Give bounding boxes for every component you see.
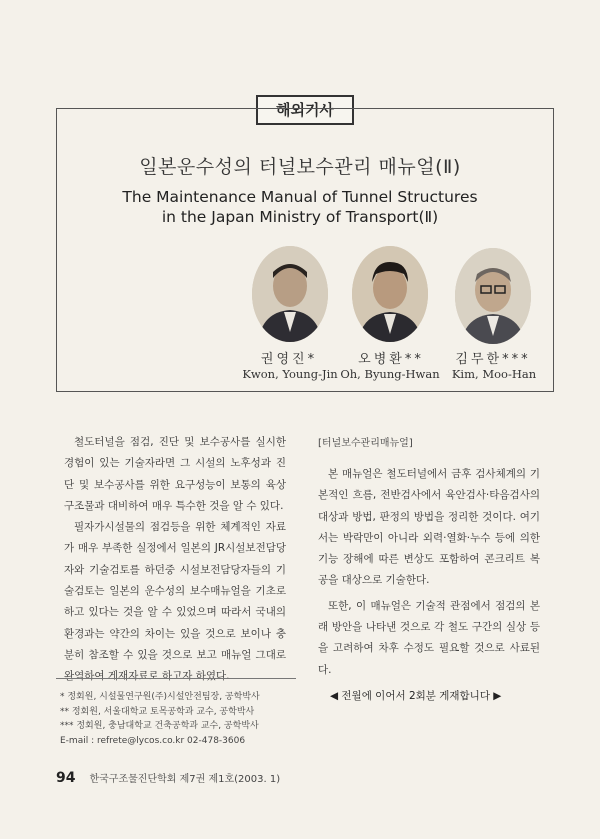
left-paragraph-1: 철도터널을 점검, 진단 및 보수공사를 실시한 경험이 있는 기술자라면 그 시설의 노후성과 진단 및 보수공사를 위한 요구성능이 보통의 육상구조물과 대비하여 매우 특수한 것을 알 수 있다. — [64, 436, 286, 512]
right-paragraph-2: 또한, 이 매뉴얼은 기술적 관점에서 점검의 본래 방안을 나타낸 것으로 각 철도 구간의 실상 등을 고려하여 차후 수정도 필요할 것으로 사료된다. — [318, 599, 540, 676]
author-3-name-en: Kim, Moo-Han — [451, 367, 537, 381]
footnote-divider — [56, 678, 296, 679]
author-photo-2 — [352, 246, 428, 342]
footnote-email: E-mail : refrete@lycos.co.kr 02-478-3606 — [60, 735, 246, 746]
author-2-name-kr: 오병환** — [358, 352, 424, 367]
page-number: 94 — [56, 770, 76, 786]
right-subheading: [터널보수관리매뉴얼] — [318, 438, 413, 449]
journal-citation: 한국구조물진단학회 제7권 제1호(2003. 1) — [89, 774, 281, 785]
author-photo-1 — [252, 246, 328, 342]
footnotes — [60, 690, 260, 748]
section-tag: 해외기사 — [256, 95, 354, 125]
footnote-1: * 정회원, 시설물연구원(주)시설안전팀장, 공학박사 — [60, 692, 260, 702]
left-paragraph-2: 필자가시설물의 점검등을 위한 체계적인 자료가 매우 부족한 실정에서 일본의 JR시설보전담당자와 기술검토를 하던중 시설보전담당자들의 기술검토는 일본의 운수성의 보수매뉴얼을 기초로 하고 있다는 것을 알 수 있었으며 따라서 국내의 환경과는 약간의 차이는 있을 것으로 보이나 충분히 참조할 수 있을 것으로 보고 매뉴얼 그대로 완역하여 게재자료로 하고자 하였다. — [64, 521, 286, 683]
author-photo-3 — [455, 248, 531, 344]
title-korean: 일본운수성의 터널보수관리 매뉴얼(Ⅱ) — [139, 156, 461, 178]
right-paragraph-1: 본 매뉴얼은 철도터널에서 금후 검사체계의 기본적인 흐름, 전반검사에서 육안검사·타음검사의 대상과 방법, 판정의 방법을 정리한 것이다. 여기서는 박락만이 아니라 외력·열화·누수 등에 의한 기능 장해에 따른 변상도 포함하여 콘크리트 복공을 대상으로 기술한다. — [318, 468, 540, 587]
continuation-notice: ◀ 전월에 이어서 2회분 게재합니다 ▶ — [330, 690, 502, 702]
author-2-name-en: Oh, Byung-Hwan — [340, 367, 440, 381]
page-footer — [56, 770, 280, 786]
body-right-column — [318, 464, 540, 685]
body-left-column — [64, 432, 286, 688]
author-1-name-kr: 권영진* — [260, 352, 318, 367]
author-1-name-en: Kwon, Young-Jin — [242, 367, 338, 381]
title-english-line1: The Maintenance Manual of Tunnel Structures — [122, 188, 478, 206]
footnote-3: *** 정회원, 충남대학교 건축공학과 교수, 공학박사 — [60, 721, 259, 731]
title-english-line2: in the Japan Ministry of Transport(Ⅱ) — [161, 208, 439, 226]
author-3-name-kr: 김무한*** — [455, 352, 531, 367]
footnote-2: ** 정회원, 서울대학교 토목공학과 교수, 공학박사 — [60, 706, 255, 717]
